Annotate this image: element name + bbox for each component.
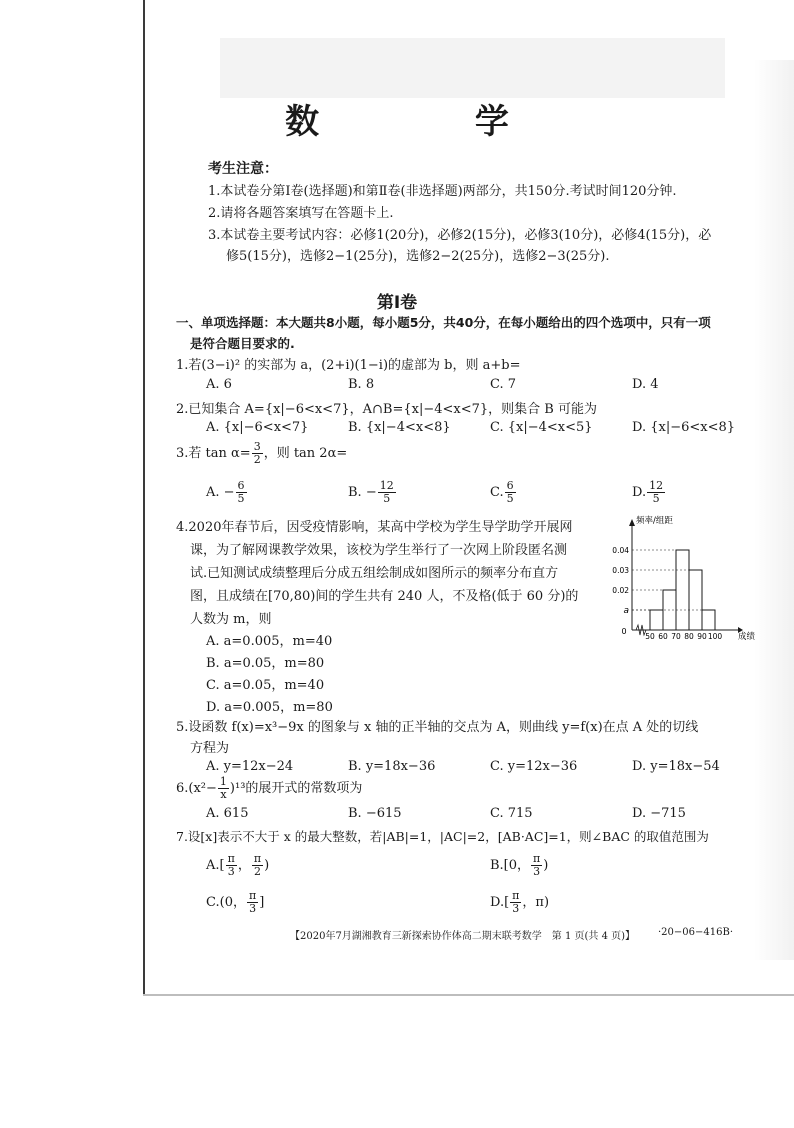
- q7-a-pre: A.[: [206, 858, 225, 873]
- section-instruction: 一、单项选择题：本大题共8小题，每小题5分，共40分，在每小题给出的四个选项中，只有一项: [176, 315, 711, 330]
- q3-d-num: 12: [649, 479, 664, 492]
- histogram-bar: [676, 550, 689, 630]
- question-2-stem: 2.已知集合 A={x|−6<x<7}，A∩B={x|−4<x<7}，则集合 B 可能为: [176, 402, 597, 417]
- q4-option-d: D. a=0.005，m=80: [206, 700, 333, 715]
- frequency-histogram: [612, 514, 762, 644]
- section-instruction: 是符合题目要求的.: [190, 336, 295, 351]
- q7-b-num: π: [533, 852, 541, 865]
- q7-c-num: π: [248, 889, 257, 902]
- q7-b-fraction: [531, 853, 542, 878]
- question-5-stem: 5.设函数 f(x)=x³−9x 的图象与 x 轴的正半轴的交点为 A，则曲线 y=f(x)在点 A 处的切线: [176, 720, 699, 735]
- q3-b-num: 12: [379, 479, 394, 492]
- q7-c-pre: C.(0，: [206, 895, 246, 910]
- notice-item: 2.请将各题答案填写在答题卡上.: [208, 206, 394, 221]
- q5-option-d: D. y=18x−54: [632, 759, 720, 774]
- q3-stem-suffix: ，则 tan 2α=: [263, 446, 348, 461]
- question-4-line: 人数为 m，则: [190, 612, 272, 627]
- q3-c-den: 5: [506, 492, 514, 505]
- q7-a-post: ): [264, 858, 270, 873]
- q3-option-c: [490, 480, 517, 505]
- y-tick-label: a: [623, 606, 629, 616]
- q3-option-b: [348, 480, 397, 505]
- paper-bottom-edge: [143, 994, 794, 996]
- q7-c-fraction: [247, 890, 258, 915]
- q7-d-num: π: [512, 889, 520, 902]
- q3-b-den: 5: [383, 492, 391, 505]
- q2-option-c: C. {x|−4<x<5}: [490, 420, 593, 435]
- question-4-line: 试.已知测试成绩整理后分成五组绘制成如图所示的频率分布直方: [190, 566, 559, 581]
- q6-option-c: C. 715: [490, 806, 533, 821]
- footer-code: ·20−06−416B·: [658, 927, 733, 938]
- scan-shadow: [220, 38, 725, 98]
- x-tick-label: 100: [707, 632, 723, 641]
- x-tick-label: 50: [645, 632, 655, 641]
- q1-option-b: B. 8: [348, 377, 375, 392]
- notice-item: 1.本试卷分第Ⅰ卷(选择题)和第Ⅱ卷(非选择题)两部分，共150分.考试时间120分钟.: [208, 184, 677, 199]
- footer-exam-info: 【2020年7月湖湘教育三新探索协作体高二期末联考数学 第 1 页(共 4 页)】: [290, 931, 636, 942]
- section-title: 第Ⅰ卷: [376, 293, 418, 313]
- q1-option-a: A. 6: [206, 377, 232, 392]
- y-tick-label: 0.02: [612, 586, 629, 595]
- q7-option-d: [490, 890, 549, 915]
- paper-left-edge: [143, 0, 145, 996]
- q2-option-b: B. {x|−4<x<8}: [348, 420, 451, 435]
- q6-fraction: [218, 776, 229, 801]
- q7-b-post: ): [543, 858, 549, 873]
- histogram-bar: [702, 610, 715, 630]
- q3-b-fraction: [378, 480, 396, 505]
- question-4-line: 课，为了解网课教学效果，该校为学生举行了一次网上阶段匿名测: [190, 543, 568, 558]
- q3-stem-prefix: 3.若 tan α=: [176, 446, 251, 461]
- q3-a-den: 5: [237, 492, 245, 505]
- q7-a-mid: ，: [237, 858, 251, 873]
- q3-option-d: [632, 480, 666, 505]
- q7-a-den1: 3: [227, 865, 235, 878]
- q7-a-num2: π: [253, 852, 262, 865]
- q6-stem-suffix: )¹³的展开式的常数项为: [229, 781, 363, 796]
- notice-item: 3.本试卷主要考试内容：必修1(20分)，必修2(15分)，必修3(10分)，必修4(15分)，必: [208, 228, 712, 243]
- q3-fraction: [252, 441, 263, 466]
- q7-a-den2: 2: [253, 865, 261, 878]
- q6-option-d: D. −715: [632, 806, 686, 821]
- q3-a-fraction: [236, 480, 247, 505]
- q4-option-c: C. a=0.05，m=40: [206, 678, 325, 693]
- x-tick-label: 90: [697, 632, 707, 641]
- x-tick-label: 0: [621, 627, 627, 636]
- question-6-stem: [176, 776, 362, 801]
- q7-d-fraction: [510, 890, 521, 915]
- q1-option-c: C. 7: [490, 377, 517, 392]
- x-axis-title: 成绩: [738, 632, 756, 642]
- q6-option-b: B. −615: [348, 806, 402, 821]
- q7-option-b: [490, 853, 548, 878]
- q7-c-post: ]: [259, 895, 265, 910]
- x-tick-label: 70: [671, 632, 681, 641]
- q3-option-a: [206, 480, 248, 505]
- question-5-stem: 方程为: [190, 741, 230, 756]
- page-title: 数 学: [285, 102, 581, 142]
- q7-d-pre: D.[: [490, 895, 510, 910]
- y-tick-label: 0.03: [612, 566, 629, 575]
- q6-frac-den: x: [220, 788, 227, 801]
- q3-d-fraction: [647, 480, 665, 505]
- q7-a-fraction-2: [252, 853, 263, 878]
- histogram-bar: [650, 610, 663, 630]
- y-axis-title: 频率/组距: [636, 516, 673, 526]
- notice-item: 修5(15分)，选修2−1(25分)，选修2−2(25分)，选修2−3(25分).: [226, 249, 610, 264]
- q2-option-a: A. {x|−6<x<7}: [206, 420, 309, 435]
- scan-shadow-right: [754, 60, 794, 960]
- y-axis-arrow: [629, 519, 635, 526]
- q6-frac-num: 1: [219, 775, 227, 788]
- q7-b-pre: B.[0，: [490, 858, 531, 873]
- q3-c-label: C.: [490, 485, 504, 500]
- q3-frac-num: 3: [253, 440, 261, 453]
- question-1-stem: 1.若(3−i)² 的实部为 a，(2+i)(1−i)的虚部为 b，则 a+b=: [176, 358, 521, 373]
- x-tick-label: 80: [684, 632, 694, 641]
- q5-option-b: B. y=18x−36: [348, 759, 436, 774]
- q3-a-num: 6: [237, 479, 245, 492]
- q7-a-num1: π: [227, 852, 235, 865]
- question-4-line: 图，且成绩在[70,80)间的学生共有 240 人，不及格(低于 60 分)的: [190, 589, 579, 604]
- question-7-stem: 7.设[x]表示不大于 x 的最大整数，若|AB|=1，|AC|=2，[AB·AC]=1，则∠BAC 的取值范围为: [176, 829, 709, 844]
- q3-d-label: D.: [632, 485, 647, 500]
- q4-option-b: B. a=0.05，m=80: [206, 656, 325, 671]
- y-tick-label: 0.04: [612, 546, 629, 555]
- q2-option-d: D. {x|−6<x<8}: [632, 420, 736, 435]
- notice-title: 考生注意：: [208, 161, 278, 177]
- question-4-line: 4.2020年春节后，因受疫情影响，某高中学校为学生导学助学开展网: [176, 520, 573, 535]
- question-3-stem: [176, 441, 347, 466]
- q7-a-fraction-1: [226, 853, 237, 878]
- histogram-bar: [689, 570, 702, 630]
- q7-d-post: ，π): [522, 895, 550, 910]
- q3-d-den: 5: [652, 492, 660, 505]
- q7-b-den: 3: [533, 865, 541, 878]
- q6-stem-prefix: 6.(x²−: [176, 781, 217, 796]
- q7-c-den: 3: [249, 902, 257, 915]
- q4-option-a: A. a=0.005，m=40: [206, 634, 333, 649]
- q6-option-a: A. 615: [206, 806, 249, 821]
- q3-c-num: 6: [506, 479, 514, 492]
- q7-d-den: 3: [512, 902, 520, 915]
- q3-frac-den: 2: [253, 453, 261, 466]
- q7-option-c: [206, 890, 264, 915]
- x-tick-label: 60: [658, 632, 668, 641]
- q3-c-fraction: [505, 480, 516, 505]
- q5-option-c: C. y=12x−36: [490, 759, 578, 774]
- q3-b-label: B. −: [348, 485, 377, 500]
- q5-option-a: A. y=12x−24: [206, 759, 294, 774]
- q3-a-label: A. −: [206, 485, 235, 500]
- q7-option-a: [206, 853, 269, 878]
- q1-option-d: D. 4: [632, 377, 659, 392]
